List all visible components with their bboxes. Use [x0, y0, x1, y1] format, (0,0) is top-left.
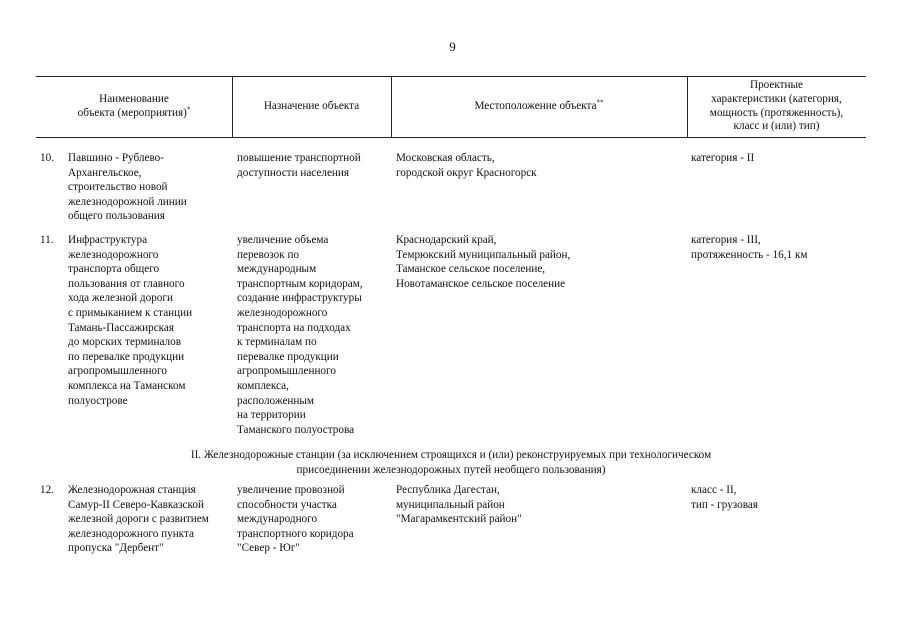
header-name-footnote-mark: * — [186, 104, 191, 113]
row-11-purpose: увеличение объема перевозок по международным транспортным коридорам, создание инфраструктуры железнодорожного транспорта на подходах к терминалам по перевалке продукции агропромышленного комплекса, расположенным на территории Таманского полуострова — [237, 234, 363, 436]
header-purpose — [232, 76, 391, 137]
header-location — [391, 76, 687, 137]
row-10-name: Павшино - Рублево- Архангельское, строительство новой железнодорожной линии общего пользования — [68, 152, 187, 223]
row-10-characteristics: категория - II — [691, 152, 755, 164]
header-characteristics-text: Проектные характеристики (категория, мощность (протяженность), класс и (или) тип) — [709, 78, 844, 133]
row-10-location: Московская область, городской округ Красногорск — [396, 152, 537, 179]
header-location-footnote-mark: ** — [596, 97, 604, 106]
row-11-characteristics: категория - III, протяженность - 16,1 км — [691, 234, 808, 261]
page-number: 9 — [449, 39, 456, 54]
header-bottom-rule — [36, 137, 866, 138]
header-name — [36, 76, 232, 137]
row-11-location: Краснодарский край, Темрюкский муниципальный район, Таманское сельское поселение, Новотаманское сельское поселение — [396, 234, 571, 290]
section-heading: II. Железнодорожные станции (за исключением строящихся и (или) реконструируемых при технологическом присоединении железнодорожных путей необщего пользования) — [190, 449, 712, 476]
row-12-location: Республика Дагестан, муниципальный район "Магарамкентский район" — [396, 484, 522, 526]
header-characteristics — [687, 76, 866, 137]
header-location-text: Местоположение объекта — [474, 99, 597, 112]
row-10-number: 10. — [40, 152, 54, 164]
row-11-number: 11. — [40, 234, 54, 246]
row-11-name: Инфраструктура железнодорожного транспорта общего пользования от главного хода железной дороги с примыканием к станции Тамань-Пассажирская до морских терминалов по перевалке продукции агропромышленного комплекса на Таманском полуострове — [68, 234, 193, 407]
header-purpose-text: Назначение объекта — [263, 99, 360, 112]
row-12-purpose: увеличение провозной способности участка международного транспортного коридора "Север - Юг" — [237, 484, 354, 555]
row-12-name: Железнодорожная станция Самур-II Северо-Кавказской железной дороги с развитием железнодорожного пункта пропуска "Дербент" — [68, 484, 209, 555]
header-name-text: Наименование объекта (мероприятия) — [77, 92, 187, 119]
row-10-purpose: повышение транспортной доступности населения — [237, 152, 361, 179]
row-12-characteristics: класс - II, тип - грузовая — [691, 484, 759, 511]
row-12-number: 12. — [40, 484, 54, 496]
